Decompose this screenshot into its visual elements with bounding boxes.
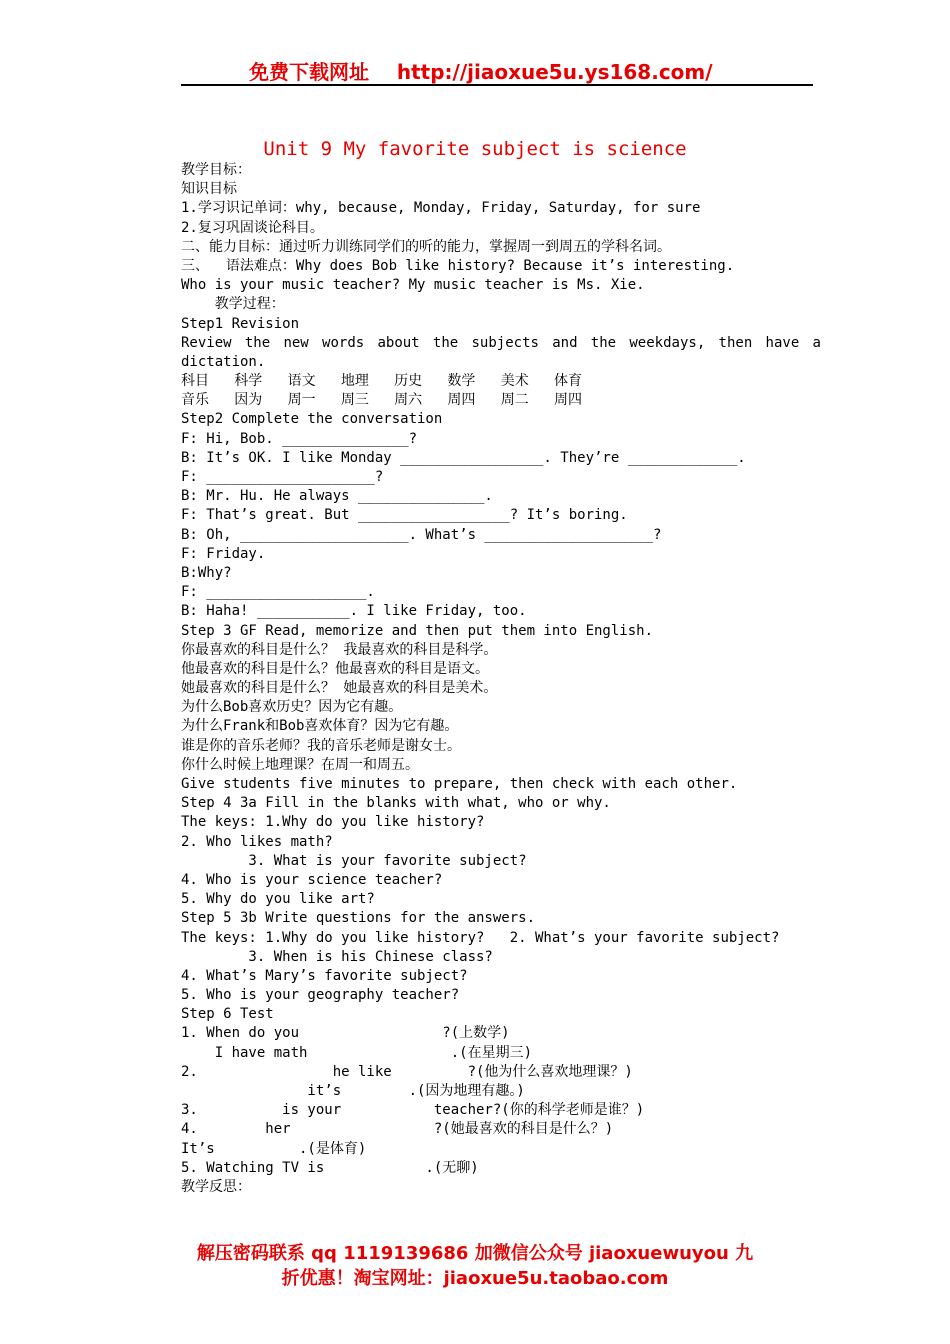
text-line: Step 3 GF Read, memorize and then put them into English.: [181, 622, 654, 639]
header-download-link[interactable]: 免费下载网址 http://jiaoxue5u.ys168.com/: [249, 60, 713, 84]
footer-contact-line: 解压密码联系 qq 1119139686 加微信公众号 jiaoxuewuyou 九: [196, 1243, 754, 1264]
text-line: B: Oh, ____________________. What’s ____________________?: [181, 526, 662, 543]
text-line: it’s .(因为地理有趣。): [181, 1083, 525, 1099]
page-footer: [0, 1241, 950, 1291]
text-line: It’s .(是体育): [181, 1140, 367, 1157]
page-header: [181, 54, 813, 86]
text-line: 2.复习巩固谈论科目。: [181, 219, 324, 236]
text-line: 4. Who is your science teacher?: [181, 871, 443, 888]
text-line: 为什么Frank和Bob喜欢体育？因为它有趣。: [181, 718, 459, 735]
text-line: 二、能力目标：通过听力训练同学们的听的能力，掌握周一到周五的学科名词。: [181, 238, 671, 255]
text-line: 1.学习识记单词：why, because, Monday, Friday, Saturday, for sure: [181, 200, 701, 217]
text-line: 他最喜欢的科目是什么？他最喜欢的科目是语文。: [181, 660, 489, 677]
text-line: 三、 语法难点：Why does Bob like history? Because it’s interesting.: [181, 257, 735, 274]
text-line: 3. What is your favorite subject?: [181, 852, 527, 869]
text-line: 音乐 因为 周一 周三 周六 周四 周二 周四: [181, 392, 583, 409]
text-line: 教学过程：: [181, 296, 285, 313]
text-line: 3. is your teacher?(你的科学老师是谁？): [181, 1102, 645, 1119]
text-line: 你什么时候上地理课？在周一和周五。: [181, 756, 419, 773]
text-line: 5. Who is your geography teacher?: [181, 987, 460, 1004]
text-line: Review the new words about the subjects and the weekdays, then have a: [181, 334, 821, 351]
text-line: F: ____________________?: [181, 469, 384, 485]
text-line: 5. Watching TV is .(无聊): [181, 1159, 479, 1176]
text-line: F: That’s great. But __________________? It’s boring.: [181, 507, 628, 524]
text-line: 4. her ?(她最喜欢的科目是什么？): [181, 1121, 614, 1138]
text-line: The keys: 1.Why do you like history?: [181, 814, 485, 831]
text-line: 你最喜欢的科目是什么？ 我最喜欢的科目是科学。: [181, 641, 498, 658]
text-line: Step2 Complete the conversation: [181, 411, 443, 428]
text-line: dictation.: [181, 353, 266, 370]
text-line: 教学反思：: [181, 1178, 251, 1195]
text-line: Step 4 3a Fill in the blanks with what, who or why.: [181, 795, 611, 812]
text-line: 谁是你的音乐老师？我的音乐老师是谢女士。: [181, 737, 461, 754]
text-line: 1. When do you ?(上数学): [181, 1025, 510, 1042]
text-line: Step 6 Test: [181, 1006, 274, 1023]
text-line: B: It’s OK. I like Monday _________________. They’re _____________.: [181, 449, 746, 466]
text-line: 她最喜欢的科目是什么？ 她最喜欢的科目是美术。: [181, 680, 498, 697]
text-line: B: Haha! ___________. I like Friday, too.: [181, 603, 527, 620]
text-line: 科目 科学 语文 地理 历史 数学 美术 体育: [181, 373, 583, 390]
text-line: Give students five minutes to prepare, then check with each other.: [181, 776, 738, 792]
text-line: 知识目标: [181, 181, 237, 198]
text-line: F: Hi, Bob. _______________?: [181, 430, 418, 447]
text-line: The keys: 1.Why do you like history? 2. What’s your favorite subject?: [181, 929, 780, 946]
footer-shop-line[interactable]: 折优惠！淘宝网址：jiaoxue5u.taobao.com: [281, 1268, 669, 1289]
text-line: 4. What’s Mary’s favorite subject?: [181, 967, 468, 984]
text-line: I have math .(在星期三): [181, 1044, 533, 1061]
text-line: 3. When is his Chinese class?: [181, 948, 493, 965]
text-line: 5. Why do you like art?: [181, 891, 375, 908]
text-line: Step1 Revision: [181, 315, 300, 332]
document-body: [181, 161, 821, 1197]
text-line: F: Friday.: [181, 545, 266, 562]
text-line: 2. he like ?(他为什么喜欢地理课？): [181, 1063, 633, 1080]
text-line: B:Why?: [181, 564, 232, 581]
text-line: 为什么Bob喜欢历史？因为它有趣。: [181, 699, 403, 716]
text-line: Step 5 3b Write questions for the answers.: [181, 910, 536, 927]
text-line: 教学目标：: [181, 162, 251, 178]
text-line: B: Mr. Hu. He always _______________.: [181, 488, 493, 505]
document-title: Unit 9 My favorite subject is science: [263, 138, 687, 160]
text-line: 2. Who likes math?: [181, 833, 333, 850]
text-line: F: ___________________.: [181, 584, 375, 601]
text-line: Who is your music teacher? My music teacher is Ms. Xie.: [181, 277, 645, 294]
